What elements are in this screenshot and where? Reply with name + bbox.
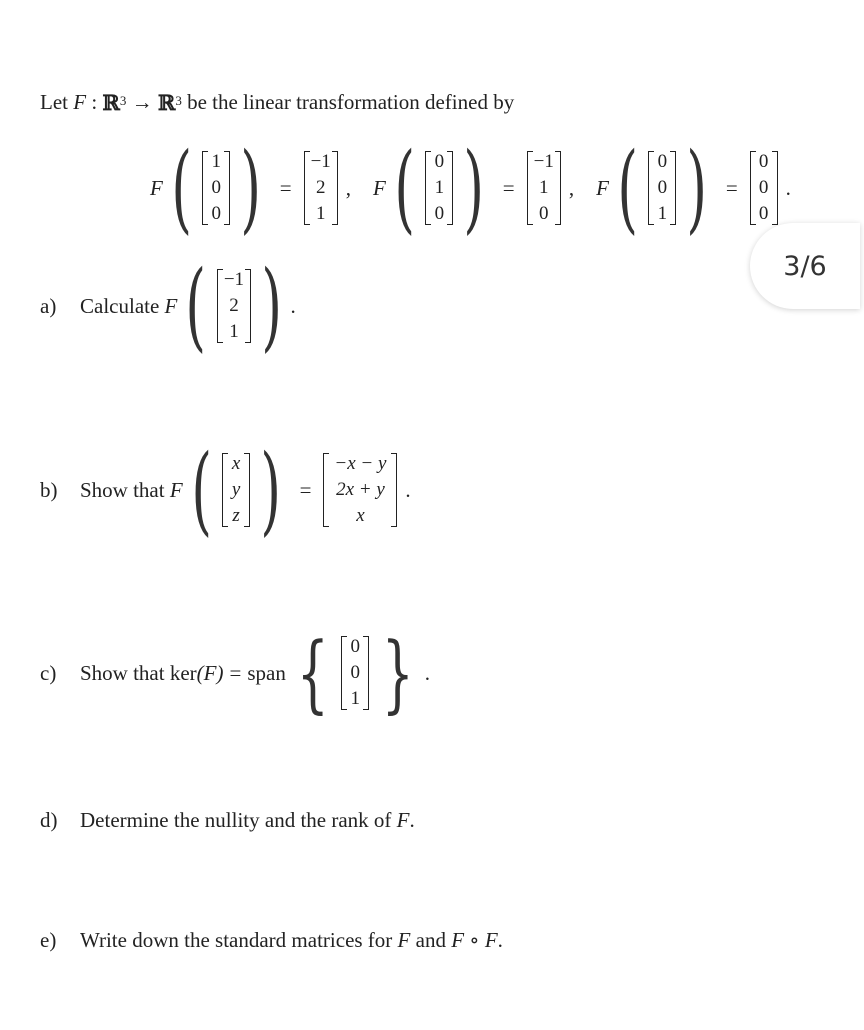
vector-cell: 0: [657, 177, 668, 198]
right-paren-icon: ): [686, 132, 708, 244]
equals-sign: =: [299, 477, 312, 502]
vector-cell: 2: [229, 295, 239, 316]
domain-exponent: 3: [119, 92, 127, 108]
vector-cell: 0: [350, 662, 361, 683]
conjunction: and: [415, 928, 446, 952]
left-paren-icon: (: [185, 250, 207, 362]
part-label: e): [40, 928, 57, 952]
vector-cell: x: [231, 453, 241, 474]
punctuation: ,: [568, 175, 575, 200]
function-symbol: F: [150, 175, 163, 200]
function-symbol: F: [396, 808, 410, 832]
vector-cell: 1: [657, 203, 668, 224]
punctuation: ,: [345, 175, 352, 200]
vector-cell: 0: [758, 203, 769, 224]
right-paren-icon: ): [260, 434, 282, 546]
part-label: c): [40, 660, 57, 685]
function-symbol: F: [397, 928, 411, 952]
input-vector: [217, 267, 251, 345]
equals-sign: =: [725, 175, 738, 200]
part-text: Write down the standard matrices for: [80, 928, 393, 952]
function-symbol: F: [596, 175, 609, 200]
vector-cell: 0: [350, 636, 361, 657]
part-text: Determine the nullity and the rank of: [80, 808, 392, 832]
part-label: b): [40, 477, 58, 502]
function-symbol: F: [73, 90, 87, 114]
function-symbol: F: [164, 293, 178, 318]
vector-cell: 2: [315, 177, 326, 198]
part-text: Calculate: [80, 293, 160, 318]
right-paren-icon: ): [240, 132, 262, 244]
left-paren-icon: (: [617, 132, 638, 244]
codomain-exponent: 3: [175, 92, 182, 108]
span-operator: span: [247, 660, 286, 685]
vector-cell: 0: [758, 177, 769, 198]
left-paren-icon: (: [394, 132, 415, 244]
intro-suffix: be the linear transformation defined by: [187, 90, 515, 114]
function-symbol: F: [373, 175, 386, 200]
codomain-symbol: ℝ: [157, 90, 176, 115]
equals-sign: =: [502, 175, 515, 200]
right-paren-icon: ): [463, 132, 485, 244]
composition-symbol: F ∘ F: [451, 928, 498, 952]
colon: :: [91, 90, 98, 114]
vector-cell: 0: [538, 203, 549, 224]
input-vector: [202, 149, 230, 227]
output-vector: [750, 149, 778, 227]
vector-cell: 1: [315, 203, 326, 224]
part-b: [40, 434, 411, 546]
kernel-vector: [341, 634, 369, 712]
input-vector: [425, 149, 453, 227]
output-vector: [304, 149, 338, 227]
left-paren-icon: (: [171, 132, 192, 244]
vector-cell: −1: [310, 151, 331, 172]
vector-cell: 1: [229, 321, 239, 342]
equals-sign: =: [229, 660, 242, 685]
vector-cell: 0: [657, 151, 668, 172]
punctuation: .: [785, 175, 791, 200]
part-c: [40, 625, 430, 721]
output-vector: [323, 451, 397, 529]
part-a: [40, 250, 296, 362]
vector-cell: −x − y: [334, 453, 387, 474]
domain-symbol: ℝ: [102, 90, 120, 115]
vector-cell: 1: [538, 177, 549, 198]
intro-prefix: Let: [40, 90, 68, 114]
punctuation: .: [405, 477, 411, 502]
function-symbol: (F): [196, 660, 224, 685]
right-brace-icon: }: [381, 624, 415, 722]
vector-cell: 0: [434, 203, 445, 224]
vector-cell: −1: [533, 151, 554, 172]
vector-cell: 1: [211, 151, 222, 172]
vector-cell: 2x + y: [336, 479, 385, 500]
left-brace-icon: {: [296, 624, 329, 722]
vector-cell: −1: [223, 269, 245, 290]
vector-cell: x: [356, 505, 365, 526]
vector-cell: 0: [211, 177, 222, 198]
part-d: [40, 808, 415, 833]
page-indicator-badge: [750, 223, 860, 309]
vector-cell: 0: [758, 151, 769, 172]
left-paren-icon: (: [191, 434, 212, 546]
punctuation: .: [424, 660, 430, 685]
arrow-icon: →: [131, 90, 153, 114]
input-vector: [648, 149, 676, 227]
part-label: d): [40, 808, 58, 832]
vector-cell: 1: [350, 688, 361, 709]
part-text: Show that ker: [80, 660, 197, 685]
page-indicator-text: 3/6: [783, 250, 827, 282]
vector-cell: z: [232, 505, 240, 526]
equals-sign: =: [279, 175, 292, 200]
function-symbol: F: [169, 477, 183, 502]
vector-cell: 0: [211, 203, 222, 224]
vector-cell: 0: [434, 151, 445, 172]
output-vector: [527, 149, 561, 227]
punctuation: .: [497, 928, 503, 952]
part-text: Show that: [80, 477, 165, 502]
definitions-row: [150, 132, 791, 244]
punctuation: .: [290, 293, 296, 318]
vector-cell: 1: [434, 177, 445, 198]
input-vector: [222, 451, 250, 529]
punctuation: .: [409, 808, 415, 832]
part-e: [40, 928, 503, 953]
vector-cell: y: [231, 479, 241, 500]
right-paren-icon: ): [261, 250, 283, 362]
intro-line: [40, 90, 514, 115]
part-label: a): [40, 293, 57, 318]
